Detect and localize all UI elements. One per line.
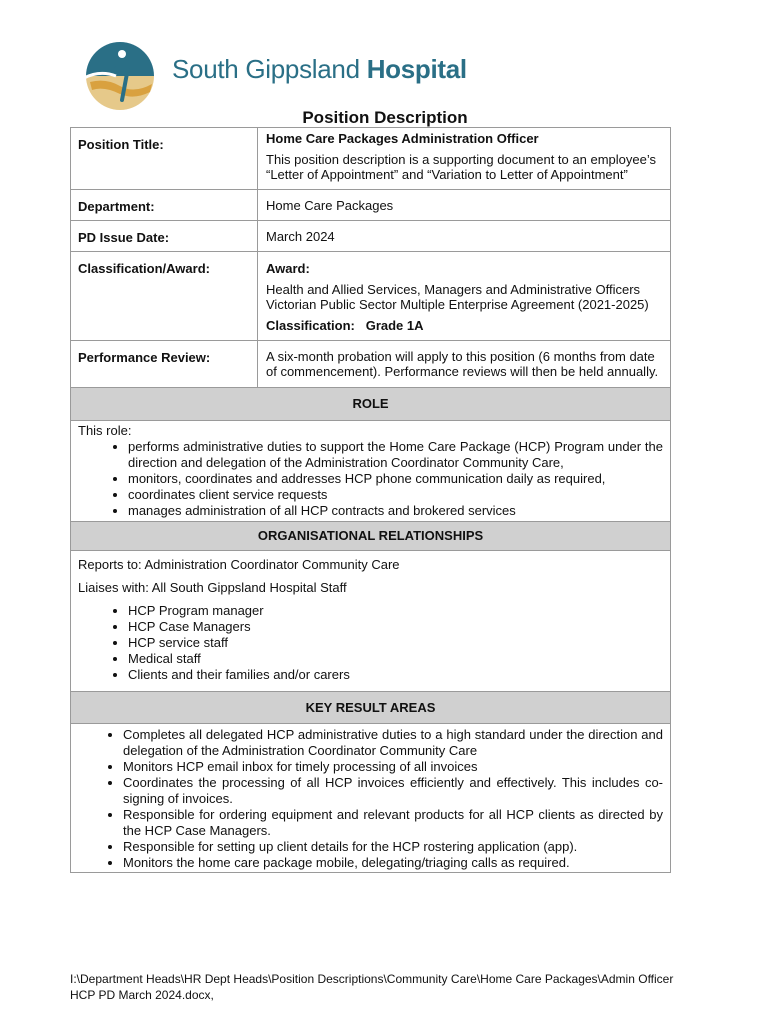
issue-date-label: PD Issue Date:	[71, 221, 258, 252]
list-item: • Monitors HCP email inbox for timely processing of all invoices	[123, 759, 663, 775]
performance-row	[71, 341, 671, 388]
performance-label: Performance Review:	[71, 341, 258, 388]
position-title-value	[258, 128, 671, 190]
hospital-name-light: South Gippsland	[172, 54, 360, 84]
role-list	[78, 439, 663, 519]
role-body	[71, 421, 671, 522]
reports-to: Reports to: Administration Coordinator Community Care	[78, 557, 400, 572]
list-item: • HCP Program manager	[128, 603, 663, 619]
classification-row	[71, 252, 671, 341]
classification-value	[258, 252, 671, 341]
position-title-label: Position Title:	[71, 128, 258, 190]
department-value: Home Care Packages	[258, 190, 671, 221]
position-title-row	[71, 128, 671, 190]
hospital-name	[172, 54, 467, 85]
liaises-with: Liaises with: All South Gippsland Hospital Staff	[78, 580, 347, 595]
list-item: • monitors, coordinates and addresses HCP phone communication daily as required,	[128, 471, 663, 487]
relationships-body	[71, 551, 671, 692]
classification-line	[266, 318, 662, 333]
hospital-emblem-icon	[76, 40, 168, 112]
hospital-logo	[76, 40, 476, 112]
issue-date-value: March 2024	[258, 221, 671, 252]
classification-key: Classification:	[266, 318, 355, 333]
department-label: Department:	[71, 190, 258, 221]
list-item: • Responsible for setting up client details for the HCP rostering application (app).	[123, 839, 663, 855]
performance-value: A six-month probation will apply to this position (6 months from date of commencement). Performance reviews will then be held annually.	[258, 341, 671, 388]
relationships-heading-row	[71, 522, 671, 551]
hospital-name-bold: Hospital	[366, 54, 467, 84]
classification-grade: Grade 1A	[365, 318, 424, 333]
kra-list	[78, 727, 663, 871]
classification-label: Classification/Award:	[71, 252, 258, 341]
relationships-body-row	[71, 551, 671, 692]
kra-body-row	[71, 724, 671, 873]
award-text: Health and Allied Services, Managers and Administrative Officers Victorian Public Sector Multiple Enterprise Agreement (2021-2025)	[266, 282, 649, 312]
issue-date-row	[71, 221, 671, 252]
list-item: • manages administration of all HCP contracts and brokered services	[128, 503, 663, 519]
list-item: • performs administrative duties to support the Home Care Package (HCP) Program under the direction and delegation of the Administration Coordinator Community Care,	[128, 439, 663, 471]
list-item: • Responsible for ordering equipment and relevant products for all HCP clients as directed by the HCP Case Managers.	[123, 807, 663, 839]
list-item: • Monitors the home care package mobile, delegating/triaging calls as required.	[123, 855, 663, 871]
list-item: • HCP service staff	[128, 635, 663, 651]
list-item: • Clients and their families and/or carers	[128, 667, 663, 683]
file-path-footer: I:\Department Heads\HR Dept Heads\Position Descriptions\Community Care\Home Care Packages\Admin Officer HCP PD March 2024.docx,	[70, 972, 674, 1002]
role-heading: ROLE	[71, 388, 671, 421]
list-item: • Coordinates the processing of all HCP invoices efficiently and effectively. This includes co-signing of invoices.	[123, 775, 663, 807]
position-title-note: This position description is a supporting document to an employee’s “Letter of Appointment” and “Variation to Letter of Appointment”	[266, 152, 656, 182]
position-title-heading: Home Care Packages Administration Officer	[266, 131, 539, 146]
relationships-heading: ORGANISATIONAL RELATIONSHIPS	[71, 522, 671, 551]
kra-heading: KEY RESULT AREAS	[71, 692, 671, 724]
list-item: • coordinates client service requests	[128, 487, 663, 503]
liaison-list	[78, 603, 663, 683]
list-item: • HCP Case Managers	[128, 619, 663, 635]
role-heading-row	[71, 388, 671, 421]
role-intro: This role:	[78, 423, 132, 438]
kra-heading-row	[71, 692, 671, 724]
award-label: Award:	[266, 261, 310, 276]
kra-body	[71, 724, 671, 873]
list-item: • Completes all delegated HCP administrative duties to a high standard under the direction and delegation of the Administration Coordinator Community Care	[123, 727, 663, 759]
role-body-row	[71, 421, 671, 522]
position-description-table	[70, 127, 671, 873]
department-row	[71, 190, 671, 221]
document-title: Position Description	[302, 108, 468, 127]
list-item: • Medical staff	[128, 651, 663, 667]
